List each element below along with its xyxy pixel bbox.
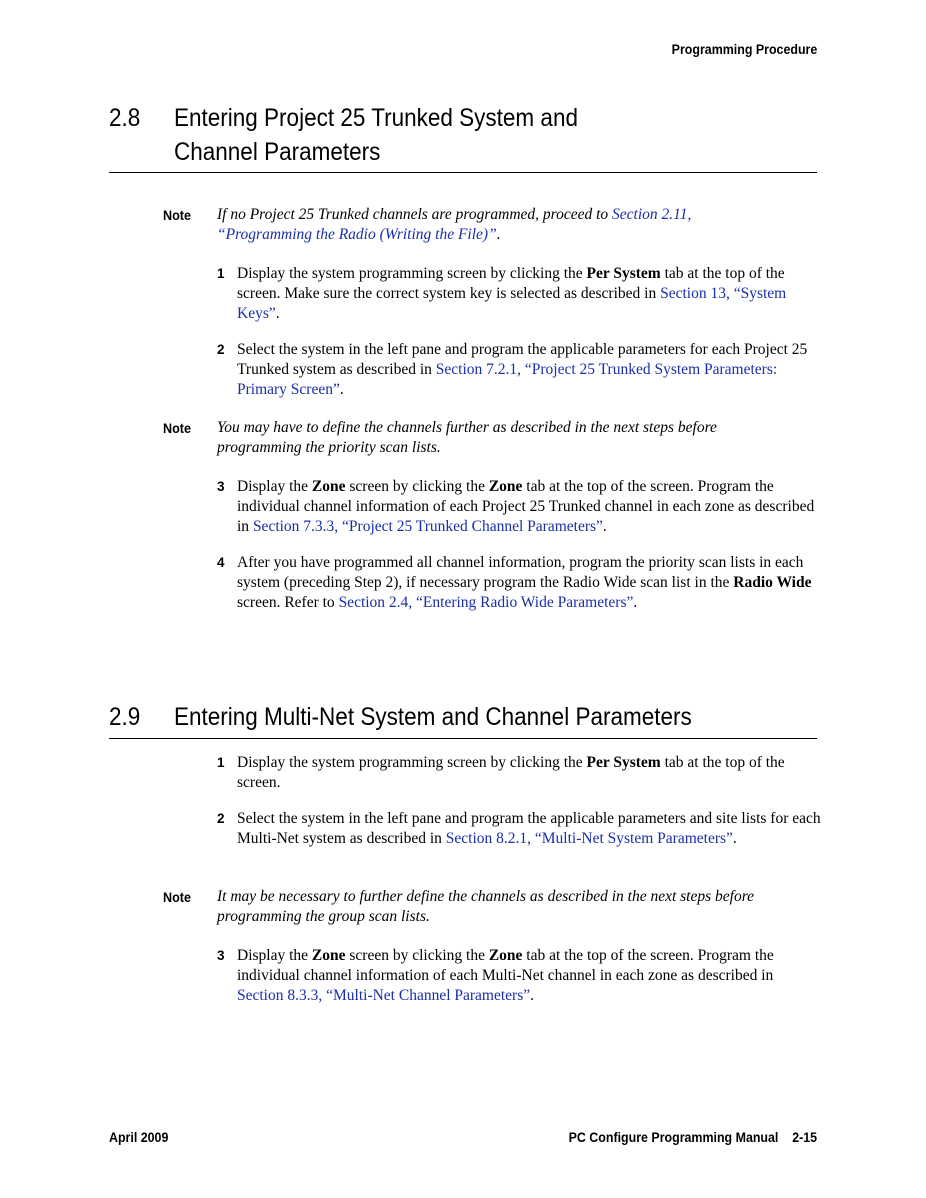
section-2-9-title: Entering Multi-Net System and Channel Parameters xyxy=(174,703,692,731)
step-number: 3 xyxy=(217,479,225,494)
footer-page-number: 2-15 xyxy=(792,1130,817,1145)
step-text: Display the system programming screen by clicking the Per System tab at the top of the screen. Make sure the correct system key is selected as described in Section 13, “System Keys”. xyxy=(237,265,787,322)
running-header: Programming Procedure xyxy=(671,42,817,57)
step-number: 1 xyxy=(217,755,225,770)
step-text: Display the system programming screen by clicking the Per System tab at the top of the screen. xyxy=(237,754,785,791)
step-text: Display the Zone screen by clicking the Zone tab at the top of the screen. Program the individual channel information of each Multi-Net channel in each zone as described in Section 8.3.3, “Multi-Net Channel Parameters”. xyxy=(237,947,774,1004)
step-text: After you have programmed all channel information, program the priority scan lists in each system (preceding Step 2), if necessary program the Radio Wide scan list in the Radio Wide screen. Refer to Section 2.4, “Entering Radio Wide Parameters”. xyxy=(237,554,812,611)
link-section-7-3-3[interactable]: Section 7.3.3, “Project 25 Trunked Channel Parameters” xyxy=(252,518,603,535)
note-label: Note xyxy=(163,420,192,436)
step-number: 2 xyxy=(217,342,225,357)
step-text: Select the system in the left pane and program the applicable parameters and site lists for each Multi-Net system as described in Section 8.2.1, “Multi-Net System Parameters”. xyxy=(237,810,821,847)
link-section-2-4[interactable]: Section 2.4, “Entering Radio Wide Parameters” xyxy=(338,594,634,611)
footer-date: April 2009 xyxy=(109,1130,169,1145)
link-section-8-2-1[interactable]: Section 8.2.1, “Multi-Net System Parameters” xyxy=(445,830,733,847)
step-number: 3 xyxy=(217,948,225,963)
section-2-8-rule xyxy=(109,172,817,173)
link-section-13[interactable]: Section 13, “System Keys” xyxy=(237,285,787,322)
note-label: Note xyxy=(163,889,192,905)
step-text: Display the Zone screen by clicking the Zone tab at the top of the screen. Program the individual channel information of each Project 25 Trunked channel in each zone as described in Section 7.3.3, “Project 25 Trunked Channel Parameters”. xyxy=(237,478,815,535)
section-2-8-title-line1: Entering Project 25 Trunked System and xyxy=(174,104,578,132)
step-number: 4 xyxy=(217,555,225,570)
note-text: You may have to define the channels further as described in the next steps before programming the priority scan lists. xyxy=(217,419,717,456)
section-2-9-rule xyxy=(109,738,817,739)
link-section-8-3-3[interactable]: Section 8.3.3, “Multi-Net Channel Parameters” xyxy=(237,987,531,1004)
link-section-7-2-1[interactable]: Section 7.2.1, “Project 25 Trunked System Parameters: Primary Screen” xyxy=(237,361,778,398)
section-2-8-number: 2.8 xyxy=(109,104,141,132)
step-number: 2 xyxy=(217,811,225,826)
footer-title-page xyxy=(569,1130,817,1145)
section-2-9-number: 2.9 xyxy=(109,703,141,731)
link-section-2-11[interactable]: Section 2.11, xyxy=(612,206,692,223)
note-text: If no Project 25 Trunked channels are programmed, proceed to Section 2.11, “Programming the Radio (Writing the File)”. xyxy=(217,206,692,243)
step-number: 1 xyxy=(217,266,225,281)
note-text: It may be necessary to further define the channels as described in the next steps before programming the group scan lists. xyxy=(217,888,755,925)
section-2-8-title-line2: Channel Parameters xyxy=(174,138,381,166)
note-label: Note xyxy=(163,207,192,223)
step-text: Select the system in the left pane and program the applicable parameters for each Project 25 Trunked system as described in Section 7.2.1, “Project 25 Trunked System Parameters: Primary Screen”. xyxy=(237,341,808,398)
footer-manual-title: PC Configure Programming Manual xyxy=(568,1130,779,1145)
link-programming-the-radio[interactable]: “Programming the Radio (Writing the File)” xyxy=(217,226,497,243)
